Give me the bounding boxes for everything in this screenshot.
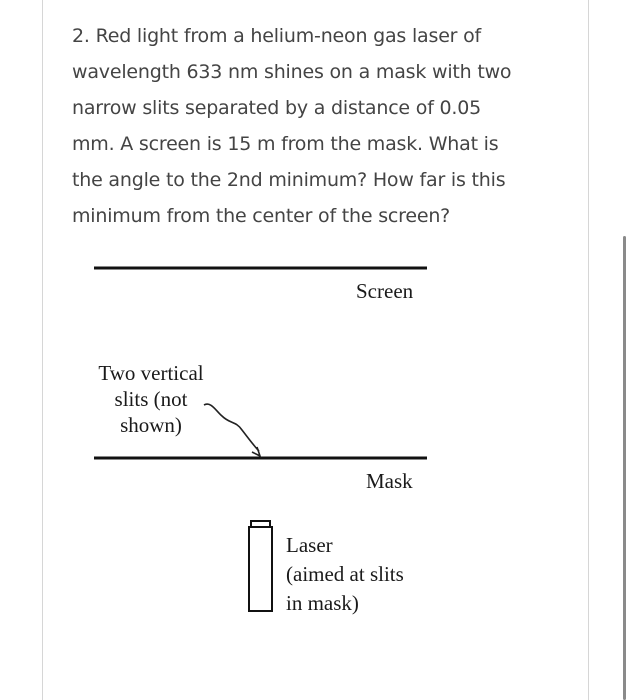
laser-label-line: Laser (286, 533, 333, 557)
laser-icon (249, 521, 272, 611)
mask-label: Mask (366, 469, 413, 493)
slits-label (80, 360, 222, 438)
slits-label-line: slits (not (114, 387, 188, 411)
slits-label-line: shown) (120, 413, 182, 437)
question-line: 2. Red light from a helium-neon gas laser of (72, 25, 482, 47)
laser-label-line: (aimed at slits (286, 562, 404, 586)
screen-label: Screen (356, 279, 414, 303)
slits-label-line: Two vertical (98, 361, 204, 385)
laser-label-line: in mask) (286, 591, 359, 615)
question-line: mm. A screen is 15 m from the mask. What is (72, 133, 499, 155)
question-line: wavelength 633 nm shines on a mask with two (72, 61, 512, 83)
question-line: minimum from the center of the screen? (72, 205, 451, 227)
question-line: the angle to the 2nd minimum? How far is this (72, 169, 506, 191)
question-line: narrow slits separated by a distance of 0.05 (72, 97, 482, 119)
laser-label (286, 531, 404, 618)
